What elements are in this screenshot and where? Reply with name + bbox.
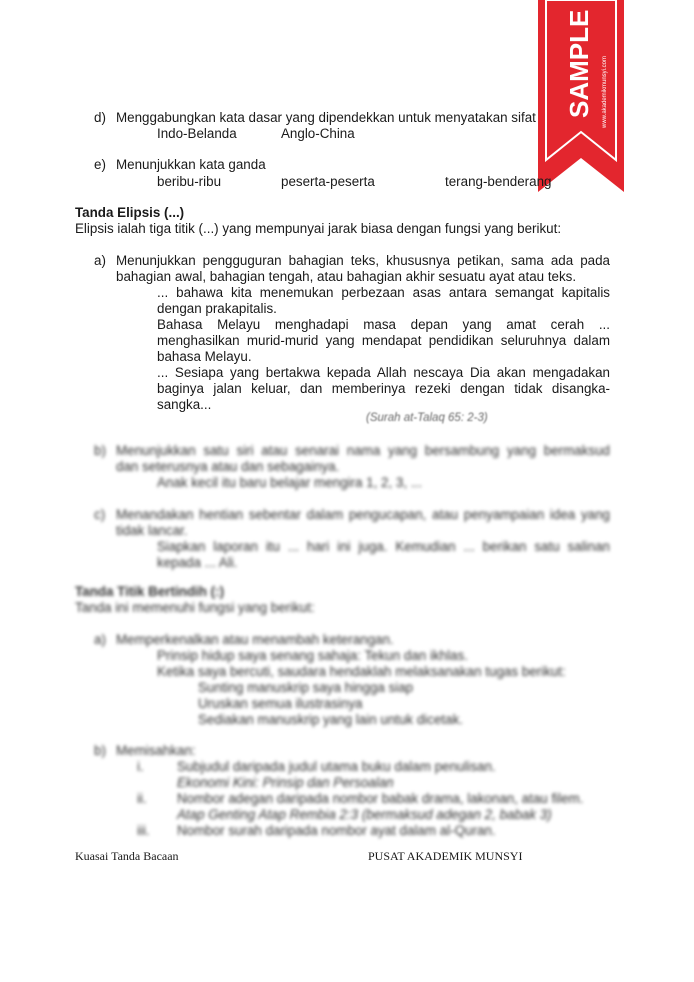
bertindih-intro: Tanda ini memenuhi fungsi yang berikut:: [75, 600, 315, 615]
elipsis-a-line-2: bahagian awal, bahagian tengah, atau bahagian akhir sesuatu ayat atau teks.: [116, 269, 577, 284]
elipsis-a-line-1: Menunjukkan pengguguran bahagian teks, khususnya petikan, sama ada pada: [116, 253, 610, 268]
elipsis-example-2-line-1: Bahasa Melayu menghadapi masa depan yang amat cerah ...: [157, 317, 610, 332]
bertindih-roman-i: i.: [137, 759, 144, 774]
bertindih-a-sub-3: Sediakan manuskrip yang lain untuk dicetak.: [198, 712, 463, 727]
banner-small-text: www.akademikmunsyi.com: [602, 55, 608, 128]
elipsis-example-3-line-2: baginya jalan keluar, dan memberinya rezeki dengan tidak disangka-: [157, 381, 610, 396]
elipsis-c-line-2: tidak lancar.: [116, 523, 188, 538]
elipsis-heading: Tanda Elipsis (...): [75, 205, 185, 220]
item-d-letter: d): [94, 110, 106, 125]
elipsis-example-3-line-3: sangka...: [157, 397, 212, 412]
bertindih-iii-line-1: Nombor surah daripada nombor ayat dalam al-Quran.: [177, 823, 496, 838]
elipsis-example-3-line-1: ... Sesiapa yang bertakwa kepada Allah nescaya Dia akan mengadakan: [157, 365, 610, 380]
elipsis-b-letter: b): [94, 443, 106, 458]
elipsis-example-1-line-2: dengan prakapitalis.: [157, 301, 277, 316]
elipsis-b-example: Anak kecil itu baru belajar mengira 1, 2, 3, ...: [157, 475, 422, 490]
elipsis-c-letter: c): [94, 507, 106, 522]
item-e-example-3: terang-benderang: [445, 174, 552, 189]
elipsis-a-letter: a): [94, 253, 106, 268]
item-e-text: Menunjukkan kata ganda: [116, 157, 266, 172]
elipsis-c-example-1: Siapkan laporan itu ... hari ini juga. Kemudian ... berikan satu salinan: [157, 539, 610, 554]
sample-ribbon-banner: [538, 0, 624, 192]
bertindih-i-line-1: Subjudul daripada judul utama buku dalam penulisan.: [177, 759, 496, 774]
bertindih-b-text: Memisahkan:: [116, 743, 196, 758]
bertindih-a-letter: a): [94, 632, 106, 647]
bertindih-heading: Tanda Titik Bertindih (:): [75, 584, 225, 599]
bertindih-roman-iii: iii.: [137, 823, 150, 838]
elipsis-example-2-line-2: menghasilkan murid-murid yang mendapat pendidikan seluruhnya dalam: [157, 333, 610, 348]
elipsis-b-line-2: dan seterusnya atau dan sebagainya.: [116, 459, 340, 474]
bertindih-roman-ii: ii.: [137, 791, 147, 806]
item-d-example-1: Indo-Belanda: [157, 126, 237, 141]
elipsis-citation: (Surah at-Talaq 65: 2-3): [366, 412, 488, 424]
item-e-example-1: beribu-ribu: [157, 174, 222, 189]
item-e-letter: e): [94, 157, 106, 172]
item-d-text: Menggabungkan kata dasar yang dipendekkan untuk menyatakan sifat: [116, 110, 536, 125]
bertindih-ii-line-1: Nombor adegan daripada nombor babak drama, lakonan, atau filem.: [177, 791, 584, 806]
banner-label: SAMPLE: [564, 9, 594, 118]
elipsis-example-1-line-1: ... bahawa kita menemukan perbezaan asas antara semangat kapitalis: [157, 285, 610, 300]
bertindih-a-text: Memperkenalkan atau menambah keterangan.: [116, 632, 394, 647]
bertindih-a-sub-1: Sunting manuskrip saya hingga siap: [198, 680, 414, 695]
footer-right: PUSAT AKADEMIK MUNSYI: [368, 849, 523, 863]
elipsis-b-line-1: Menunjukkan satu siri atau senarai nama yang bersambung yang bermaksud: [116, 443, 610, 458]
item-e-example-2: peserta-peserta: [281, 174, 375, 189]
bertindih-i-line-2: Ekonomi Kini: Prinsip dan Persoalan: [177, 775, 394, 790]
bertindih-b-letter: b): [94, 743, 106, 758]
bertindih-ii-line-2: Atap Genting Atap Rembia 2:3 (bermaksud adegan 2, babak 3): [177, 807, 552, 822]
elipsis-c-line-1: Menandakan hentian sebentar dalam pengucapan, atau penyampaian idea yang: [116, 507, 610, 522]
footer-left: Kuasai Tanda Bacaan: [75, 849, 179, 863]
bertindih-a-example-2: Ketika saya bercuti, saudara hendaklah melaksanakan tugas berikut:: [157, 664, 566, 679]
elipsis-example-2-line-3: bahasa Melayu.: [157, 349, 252, 364]
elipsis-c-example-2: kepada ... Ali.: [157, 555, 238, 570]
item-d-example-2: Anglo-China: [281, 126, 355, 141]
bertindih-a-example-1: Prinsip hidup saya senang sahaja: Tekun dan ikhlas.: [157, 648, 468, 663]
bertindih-a-sub-2: Uruskan semua ilustrasinya: [198, 696, 363, 711]
elipsis-intro: Elipsis ialah tiga titik (...) yang mempunyai jarak biasa dengan fungsi yang berikut:: [75, 221, 562, 236]
